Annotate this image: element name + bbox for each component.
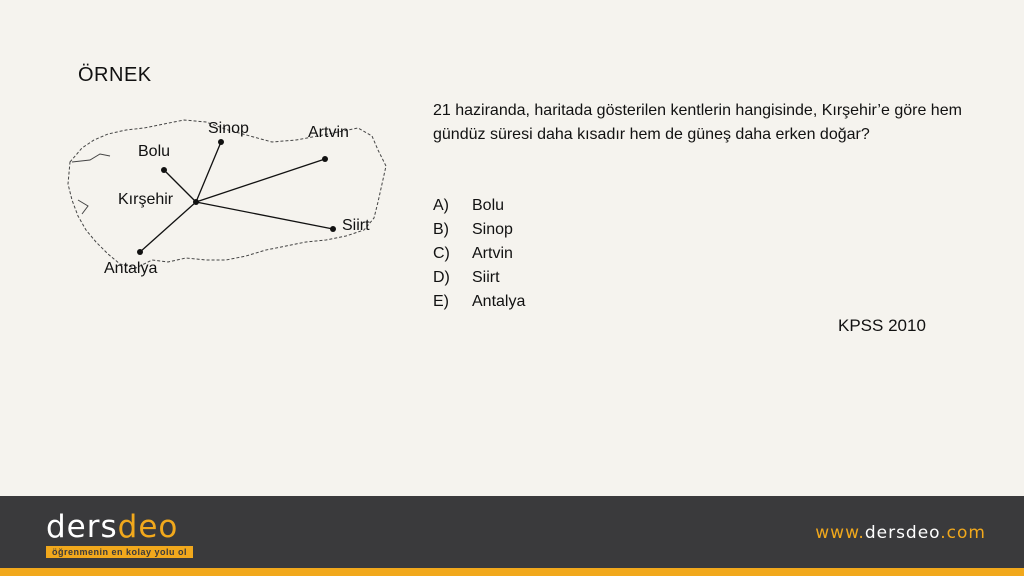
turkey-map (60, 110, 390, 285)
option-text: Bolu (472, 197, 505, 214)
line-siirt (196, 202, 333, 229)
city-label-siirt: Siirt (342, 217, 370, 234)
logo-part1: ders (46, 509, 118, 545)
option-d (433, 266, 525, 290)
city-dot-siirt (330, 226, 336, 232)
dersdeo-logo[interactable] (46, 509, 193, 560)
map-thrace-detail (72, 154, 110, 162)
url-prefix: www. (815, 523, 865, 543)
option-a (433, 194, 525, 218)
city-label-bolu: Bolu (138, 143, 171, 160)
city-dot-bolu (161, 167, 167, 173)
option-letter: D) (433, 269, 450, 286)
map-border (68, 120, 386, 268)
url-suffix: .com (940, 523, 986, 543)
exam-source: KPSS 2010 (838, 316, 926, 335)
option-letter: A) (433, 197, 449, 214)
option-letter: C) (433, 245, 450, 262)
slide-title: ÖRNEK (78, 64, 152, 86)
logo-wordmark (46, 509, 193, 545)
website-link[interactable] (815, 523, 986, 543)
footer-accent-stripe (0, 568, 1024, 576)
option-letter: E) (433, 293, 449, 310)
question-text: 21 haziranda, haritada gösterilen kentlerin hangisinde, Kırşehir’e göre hem gündüz süresi daha kısadır hem de güneş daha erken doğar? (433, 102, 962, 143)
option-b (433, 218, 525, 242)
footer-bar (0, 496, 1024, 576)
logo-part2: deo (117, 509, 179, 545)
city-label-antalya: Antalya (104, 260, 158, 277)
url-domain: dersdeo (864, 523, 941, 543)
city-label-artvin: Artvin (308, 124, 349, 141)
line-artvin (196, 159, 325, 202)
city-dot-antalya (137, 249, 143, 255)
city-dot-kirsehir (193, 199, 199, 205)
option-e (433, 290, 525, 314)
option-text: Sinop (472, 221, 513, 238)
city-dot-artvin (322, 156, 328, 162)
option-c (433, 242, 525, 266)
line-antalya (140, 202, 196, 252)
line-sinop (196, 142, 221, 202)
option-text: Artvin (472, 245, 513, 262)
answer-options (433, 194, 525, 314)
option-text: Antalya (472, 293, 526, 310)
option-text: Siirt (472, 269, 500, 286)
map-coast-detail (78, 200, 88, 214)
logo-tagline: öğrenmenin en kolay yolu ol (46, 546, 193, 558)
option-letter: B) (433, 221, 449, 238)
city-label-sinop: Sinop (208, 120, 249, 137)
city-label-kirsehir: Kırşehir (118, 191, 174, 208)
city-dot-sinop (218, 139, 224, 145)
